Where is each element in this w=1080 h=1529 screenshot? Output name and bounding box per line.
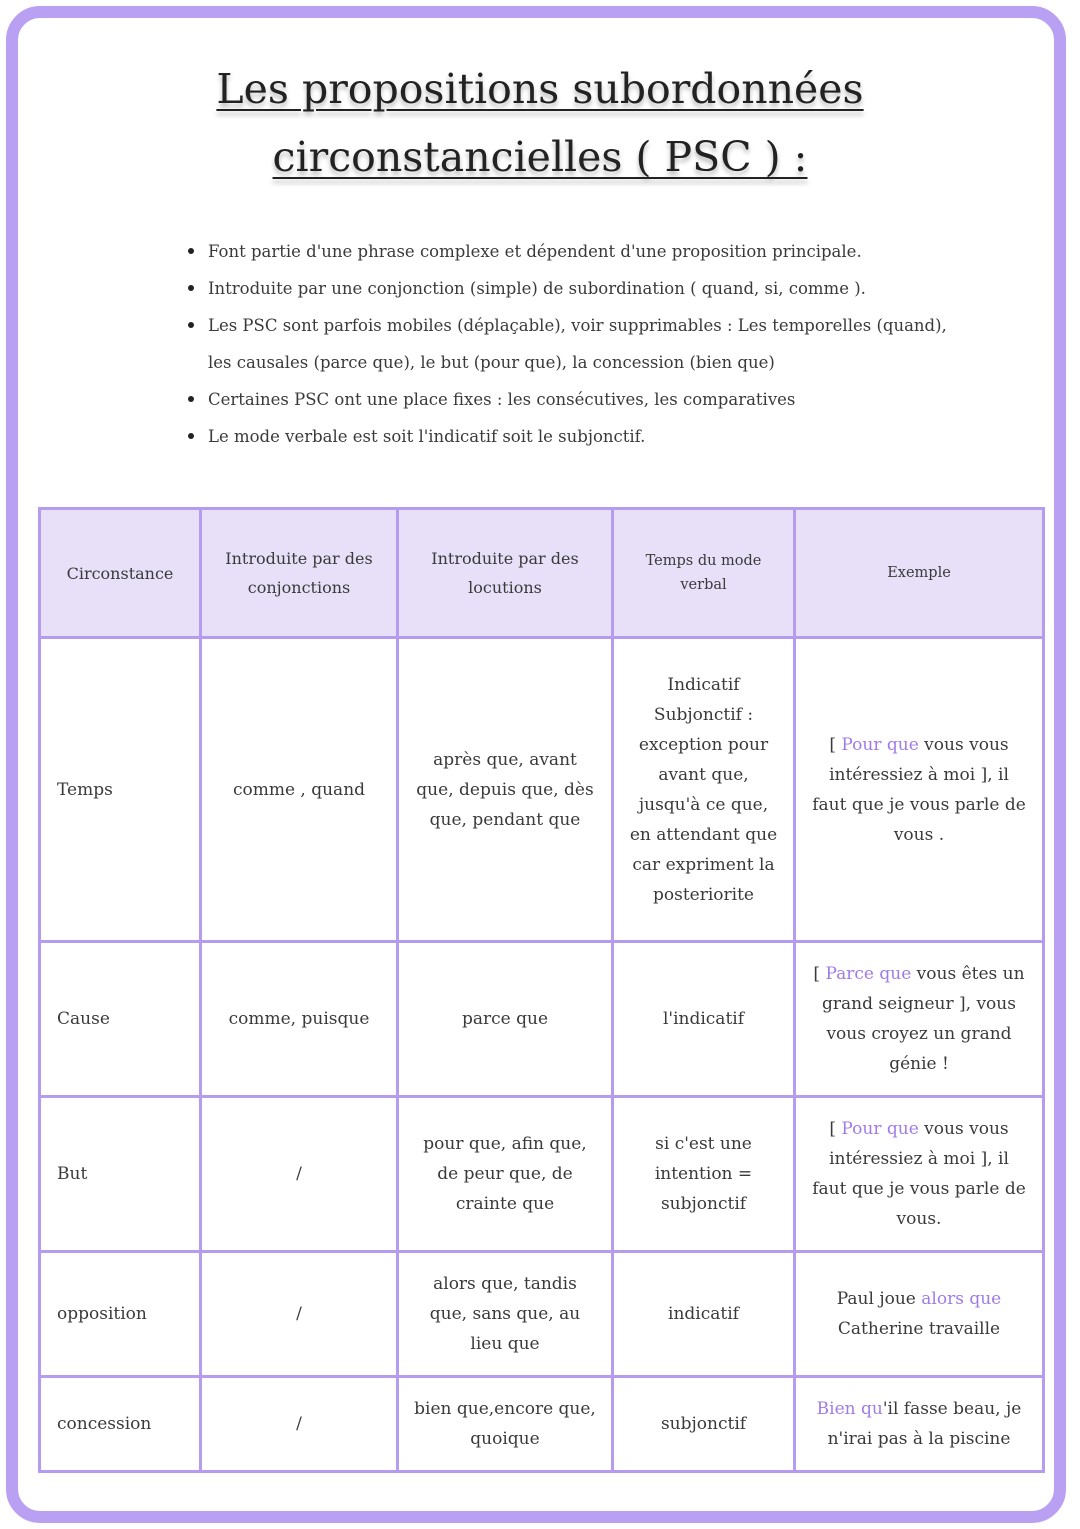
- intro-bullet-list: [185, 233, 1005, 455]
- table-row: [40, 638, 1044, 942]
- bullet-text-continuation: les causales (parce que), le but (pour que), la concession (bien que): [208, 353, 775, 372]
- cell-temps-mode: l'indicatif: [613, 942, 795, 1097]
- cell-conjonctions: /: [201, 1252, 398, 1377]
- cell-temps-mode: si c'est une intention = subjonctif: [613, 1097, 795, 1252]
- cell-circonstance: concession: [40, 1377, 201, 1472]
- cell-exemple: [795, 638, 1044, 942]
- exemple-post: 'il fasse beau, je n'irai pas à la piscine: [827, 1399, 1022, 1449]
- page-title: [0, 55, 1080, 191]
- exemple-post: vous vous intéressiez à moi ], il faut que je vous parle de vous .: [812, 734, 1026, 845]
- cell-locutions: après que, avant que, depuis que, dès que, pendant que: [398, 638, 613, 942]
- cell-exemple: [795, 1252, 1044, 1377]
- exemple-conjonction: Bien qu: [816, 1399, 883, 1419]
- exemple-post: Catherine travaille: [837, 1319, 1001, 1339]
- title-line-1: Les propositions subordonnées: [216, 65, 864, 113]
- exemple-pre: [: [829, 1119, 842, 1139]
- table-row: [40, 942, 1044, 1097]
- cell-locutions: parce que: [398, 942, 613, 1097]
- cell-conjonctions: /: [201, 1097, 398, 1252]
- cell-circonstance: Temps: [40, 638, 201, 942]
- cell-temps-mode: indicatif: [613, 1252, 795, 1377]
- table-header-row: [40, 509, 1044, 638]
- header-exemple: Exemple: [795, 509, 1044, 638]
- exemple-pre: [: [829, 734, 842, 755]
- exemple-pre: [: [813, 964, 826, 984]
- exemple-conjonction: Pour que: [841, 1119, 919, 1139]
- header-locutions: Introduite par des locutions: [398, 509, 613, 638]
- cell-locutions: alors que, tandis que, sans que, au lieu que: [398, 1252, 613, 1377]
- psc-table: [38, 507, 1045, 1473]
- exemple-post: vous êtes un grand seigneur ], vous vous croyez un grand génie !: [822, 964, 1025, 1074]
- exemple-conjonction: Parce que: [825, 964, 912, 984]
- title-line-2: circonstancielles ( PSC ) :: [272, 133, 808, 181]
- cell-temps-mode: subjonctif: [613, 1377, 795, 1472]
- exemple-conjonction: alors que: [921, 1289, 1002, 1309]
- bullet-item: Introduite par une conjonction (simple) de subordination ( quand, si, comme ).: [185, 270, 1005, 307]
- bullet-item: [185, 307, 1005, 381]
- exemple-post: vous vous intéressiez à moi ], il faut que je vous parle de vous.: [812, 1119, 1026, 1229]
- cell-circonstance: opposition: [40, 1252, 201, 1377]
- bullet-item: Font partie d'une phrase complexe et dépendent d'une proposition principale.: [185, 233, 1005, 270]
- cell-conjonctions: /: [201, 1377, 398, 1472]
- bullet-item: Le mode verbale est soit l'indicatif soit le subjonctif.: [185, 418, 1005, 455]
- cell-exemple: [795, 1097, 1044, 1252]
- header-circonstance: Circonstance: [40, 509, 201, 638]
- table-row: [40, 1252, 1044, 1377]
- cell-conjonctions: comme, puisque: [201, 942, 398, 1097]
- exemple-pre: Paul joue: [836, 1289, 922, 1309]
- exemple-conjonction: Pour que: [841, 734, 919, 755]
- table-row: [40, 1097, 1044, 1252]
- cell-temps-mode: Indicatif Subjonctif : exception pour avant que, jusqu'à ce que, en attendant que car expriment la posteriorite: [613, 638, 795, 942]
- cell-conjonctions: comme , quand: [201, 638, 398, 942]
- table-row: [40, 1377, 1044, 1472]
- header-temps-mode: Temps du mode verbal: [613, 509, 795, 638]
- cell-circonstance: But: [40, 1097, 201, 1252]
- cell-exemple: [795, 942, 1044, 1097]
- cell-locutions: bien que,encore que, quoique: [398, 1377, 613, 1472]
- bullet-text: Les PSC sont parfois mobiles (déplaçable), voir supprimables : Les temporelles (quand),: [208, 316, 947, 335]
- cell-locutions: pour que, afin que, de peur que, de crainte que: [398, 1097, 613, 1252]
- cell-exemple: [795, 1377, 1044, 1472]
- bullet-item: Certaines PSC ont une place fixes : les consécutives, les comparatives: [185, 381, 1005, 418]
- header-conjonctions: Introduite par des conjonctions: [201, 509, 398, 638]
- cell-circonstance: Cause: [40, 942, 201, 1097]
